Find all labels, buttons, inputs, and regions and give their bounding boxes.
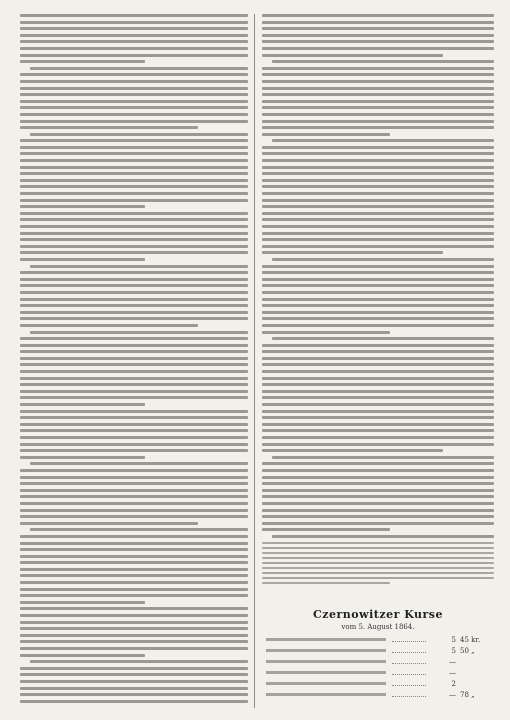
text-line-placeholder xyxy=(20,159,248,162)
text-line-placeholder xyxy=(20,146,248,149)
exchange-row-label xyxy=(266,682,386,685)
text-line-placeholder xyxy=(262,331,390,334)
text-line-placeholder xyxy=(272,258,494,261)
text-line-placeholder xyxy=(20,304,248,307)
text-line-placeholder xyxy=(20,548,248,551)
exchange-row xyxy=(262,636,494,647)
text-line-placeholder xyxy=(20,60,145,63)
text-line-placeholder xyxy=(20,410,248,413)
text-line-placeholder xyxy=(262,146,494,149)
exchange-row-label xyxy=(266,660,386,663)
text-line-placeholder xyxy=(20,152,248,155)
text-line-placeholder xyxy=(262,54,443,57)
text-line-placeholder xyxy=(20,199,248,202)
left-column xyxy=(20,14,248,706)
text-line-placeholder xyxy=(20,614,248,617)
text-line-placeholder xyxy=(20,476,248,479)
text-line-placeholder xyxy=(262,40,494,43)
exchange-row-gulden: — xyxy=(449,658,456,666)
text-line-placeholder xyxy=(20,700,248,703)
text-line-placeholder xyxy=(262,245,494,248)
leader-dots xyxy=(392,663,426,664)
text-line-placeholder xyxy=(262,284,494,287)
text-line-placeholder xyxy=(20,680,248,683)
text-line-placeholder xyxy=(262,489,494,492)
footnote-line-placeholder xyxy=(262,567,494,569)
text-line-placeholder xyxy=(262,14,494,17)
text-line-placeholder xyxy=(262,528,390,531)
footnote-line-placeholder xyxy=(262,557,494,559)
text-line-placeholder xyxy=(262,238,494,241)
text-line-placeholder xyxy=(20,179,248,182)
text-line-placeholder xyxy=(262,443,494,446)
leader-dots xyxy=(392,641,426,642)
text-line-placeholder xyxy=(262,403,494,406)
text-line-placeholder xyxy=(20,192,248,195)
text-line-placeholder xyxy=(262,383,494,386)
text-line-placeholder xyxy=(20,627,248,630)
text-line-placeholder xyxy=(20,443,248,446)
text-line-placeholder xyxy=(20,245,248,248)
text-line-placeholder xyxy=(262,311,494,314)
text-line-placeholder xyxy=(20,34,248,37)
text-line-placeholder xyxy=(20,647,248,650)
text-line-placeholder xyxy=(262,515,494,518)
exchange-row-kreuzer: 45 kr. xyxy=(460,636,481,644)
text-line-placeholder xyxy=(262,449,443,452)
exchange-row-label xyxy=(266,638,386,641)
text-line-placeholder xyxy=(262,100,494,103)
text-line-placeholder xyxy=(20,298,248,301)
text-line-placeholder xyxy=(262,179,494,182)
text-line-placeholder xyxy=(20,251,248,254)
text-line-placeholder xyxy=(272,337,494,340)
text-line-placeholder xyxy=(20,27,248,30)
exchange-row-gulden: 5 xyxy=(451,636,456,644)
text-line-placeholder xyxy=(20,640,248,643)
text-line-placeholder xyxy=(262,172,494,175)
text-line-placeholder xyxy=(272,60,494,63)
exchange-rates-title: Czernowitzer Kurse xyxy=(312,608,444,621)
text-line-placeholder xyxy=(30,67,248,70)
leader-dots xyxy=(392,685,426,686)
text-line-placeholder xyxy=(30,462,248,465)
text-line-placeholder xyxy=(262,265,494,268)
text-line-placeholder xyxy=(262,423,494,426)
exchange-rates-table xyxy=(262,608,494,702)
text-line-placeholder xyxy=(20,654,145,657)
text-line-placeholder xyxy=(262,396,494,399)
text-line-placeholder xyxy=(20,555,248,558)
text-line-placeholder xyxy=(20,607,248,610)
text-line-placeholder xyxy=(262,476,494,479)
text-line-placeholder xyxy=(262,298,494,301)
text-line-placeholder xyxy=(20,344,248,347)
text-line-placeholder xyxy=(20,363,248,366)
text-line-placeholder xyxy=(262,205,494,208)
text-line-placeholder xyxy=(20,449,248,452)
text-line-placeholder xyxy=(262,159,494,162)
text-line-placeholder xyxy=(30,660,248,663)
text-line-placeholder xyxy=(262,47,494,50)
text-line-placeholder xyxy=(20,14,248,17)
exchange-row xyxy=(262,691,494,702)
text-line-placeholder xyxy=(20,509,248,512)
text-line-placeholder xyxy=(262,509,494,512)
footnote-line-placeholder xyxy=(262,582,390,584)
text-line-placeholder xyxy=(20,693,248,696)
text-line-placeholder xyxy=(20,40,248,43)
text-line-placeholder xyxy=(262,357,494,360)
text-line-placeholder xyxy=(20,561,248,564)
leader-dots xyxy=(392,696,426,697)
text-line-placeholder xyxy=(20,80,248,83)
text-line-placeholder xyxy=(20,667,248,670)
text-line-placeholder xyxy=(262,495,494,498)
text-line-placeholder xyxy=(20,278,248,281)
text-line-placeholder xyxy=(20,337,248,340)
text-line-placeholder xyxy=(20,568,248,571)
text-line-placeholder xyxy=(20,271,248,274)
text-line-placeholder xyxy=(262,106,494,109)
text-line-placeholder xyxy=(262,304,494,307)
text-line-placeholder xyxy=(20,621,248,624)
text-line-placeholder xyxy=(262,482,494,485)
exchange-rates-date: vom 5. August 1864. xyxy=(341,623,415,631)
text-line-placeholder xyxy=(262,522,494,525)
exchange-row-gulden: 5 xyxy=(451,647,456,655)
text-line-placeholder xyxy=(262,185,494,188)
footnote-line-placeholder xyxy=(262,577,494,579)
text-line-placeholder xyxy=(20,495,248,498)
exchange-row-label xyxy=(266,693,386,696)
text-line-placeholder xyxy=(20,403,145,406)
text-line-placeholder xyxy=(20,574,248,577)
text-line-placeholder xyxy=(20,21,248,24)
text-line-placeholder xyxy=(262,271,494,274)
text-line-placeholder xyxy=(262,133,390,136)
text-line-placeholder xyxy=(20,100,248,103)
text-line-placeholder xyxy=(20,324,198,327)
text-line-placeholder xyxy=(20,139,248,142)
text-line-placeholder xyxy=(20,429,248,432)
text-line-placeholder xyxy=(262,410,494,413)
text-line-placeholder xyxy=(20,238,248,241)
text-line-placeholder xyxy=(20,126,198,129)
text-line-placeholder xyxy=(20,687,248,690)
text-line-placeholder xyxy=(30,265,248,268)
text-line-placeholder xyxy=(20,522,198,525)
text-line-placeholder xyxy=(20,601,145,604)
text-line-placeholder xyxy=(262,363,494,366)
text-line-placeholder xyxy=(20,634,248,637)
text-line-placeholder xyxy=(20,350,248,353)
text-line-placeholder xyxy=(20,357,248,360)
text-line-placeholder xyxy=(262,67,494,70)
text-line-placeholder xyxy=(20,113,248,116)
text-line-placeholder xyxy=(262,462,494,465)
exchange-row-label xyxy=(266,671,386,674)
text-line-placeholder xyxy=(20,291,248,294)
text-line-placeholder xyxy=(20,390,248,393)
text-line-placeholder xyxy=(20,166,248,169)
text-line-placeholder xyxy=(20,502,248,505)
text-line-placeholder xyxy=(262,502,494,505)
text-line-placeholder xyxy=(20,515,248,518)
text-line-placeholder xyxy=(20,489,248,492)
text-line-placeholder xyxy=(20,120,248,123)
text-line-placeholder xyxy=(20,87,248,90)
text-line-placeholder xyxy=(20,581,248,584)
text-line-placeholder xyxy=(20,370,248,373)
footnote-line-placeholder xyxy=(262,562,494,564)
text-line-placeholder xyxy=(262,416,494,419)
exchange-row xyxy=(262,658,494,669)
text-line-placeholder xyxy=(262,390,494,393)
footnote-line-placeholder xyxy=(262,552,494,554)
exchange-row xyxy=(262,680,494,691)
text-line-placeholder xyxy=(20,172,248,175)
text-line-placeholder xyxy=(262,232,494,235)
text-line-placeholder xyxy=(20,456,145,459)
footnote-line-placeholder xyxy=(262,547,494,549)
text-line-placeholder xyxy=(20,54,248,57)
text-line-placeholder xyxy=(262,436,494,439)
text-line-placeholder xyxy=(20,218,248,221)
text-line-placeholder xyxy=(20,436,248,439)
exchange-row-label xyxy=(266,649,386,652)
text-line-placeholder xyxy=(262,120,494,123)
text-line-placeholder xyxy=(20,673,248,676)
leader-dots xyxy=(392,674,426,675)
text-line-placeholder xyxy=(262,126,494,129)
text-line-placeholder xyxy=(20,106,248,109)
text-line-placeholder xyxy=(262,212,494,215)
text-line-placeholder xyxy=(262,34,494,37)
text-line-placeholder xyxy=(20,535,248,538)
text-line-placeholder xyxy=(30,331,248,334)
text-line-placeholder xyxy=(20,396,248,399)
text-line-placeholder xyxy=(20,588,248,591)
text-line-placeholder xyxy=(262,291,494,294)
column-divider xyxy=(254,14,255,708)
leader-dots xyxy=(392,652,426,653)
text-line-placeholder xyxy=(262,218,494,221)
exchange-row-kreuzer: 78 „ xyxy=(460,691,475,699)
exchange-row-gulden: — xyxy=(449,669,456,677)
footnote-block xyxy=(262,542,494,584)
text-line-placeholder xyxy=(20,377,248,380)
text-line-placeholder xyxy=(262,73,494,76)
text-line-placeholder xyxy=(262,429,494,432)
text-line-placeholder xyxy=(262,225,494,228)
text-line-placeholder xyxy=(20,258,145,261)
text-line-placeholder xyxy=(20,469,248,472)
text-line-placeholder xyxy=(262,377,494,380)
footnote-line-placeholder xyxy=(262,572,494,574)
text-line-placeholder xyxy=(20,93,248,96)
text-line-placeholder xyxy=(262,278,494,281)
exchange-row-gulden: — xyxy=(449,691,456,699)
text-line-placeholder xyxy=(20,423,248,426)
text-line-placeholder xyxy=(262,344,494,347)
right-column xyxy=(262,14,494,587)
exchange-row xyxy=(262,647,494,658)
text-line-placeholder xyxy=(262,93,494,96)
text-line-placeholder xyxy=(30,528,248,531)
text-line-placeholder xyxy=(262,166,494,169)
text-line-placeholder xyxy=(262,87,494,90)
exchange-row-gulden: 2 xyxy=(451,680,456,688)
text-line-placeholder xyxy=(20,212,248,215)
exchange-row xyxy=(262,669,494,680)
text-line-placeholder xyxy=(272,456,494,459)
text-line-placeholder xyxy=(20,73,248,76)
text-line-placeholder xyxy=(20,594,248,597)
footnote-line-placeholder xyxy=(262,542,494,544)
text-line-placeholder xyxy=(262,317,494,320)
text-line-placeholder xyxy=(262,324,494,327)
text-line-placeholder xyxy=(20,205,145,208)
text-line-placeholder xyxy=(262,469,494,472)
text-line-placeholder xyxy=(262,21,494,24)
text-line-placeholder xyxy=(20,225,248,228)
text-line-placeholder xyxy=(262,370,494,373)
text-line-placeholder xyxy=(20,232,248,235)
text-line-placeholder xyxy=(20,383,248,386)
text-line-placeholder xyxy=(262,80,494,83)
text-line-placeholder xyxy=(262,251,443,254)
text-line-placeholder xyxy=(20,47,248,50)
text-line-placeholder xyxy=(272,139,494,142)
text-line-placeholder xyxy=(20,284,248,287)
text-line-placeholder xyxy=(262,192,494,195)
text-line-placeholder xyxy=(30,133,248,136)
text-line-placeholder xyxy=(272,535,494,538)
text-line-placeholder xyxy=(262,199,494,202)
text-line-placeholder xyxy=(20,317,248,320)
exchange-row-kreuzer: 50 „ xyxy=(460,647,475,655)
text-line-placeholder xyxy=(262,350,494,353)
text-line-placeholder xyxy=(262,152,494,155)
text-line-placeholder xyxy=(20,482,248,485)
text-line-placeholder xyxy=(20,311,248,314)
text-line-placeholder xyxy=(20,185,248,188)
text-line-placeholder xyxy=(20,416,248,419)
text-line-placeholder xyxy=(262,113,494,116)
text-line-placeholder xyxy=(20,542,248,545)
text-line-placeholder xyxy=(262,27,494,30)
